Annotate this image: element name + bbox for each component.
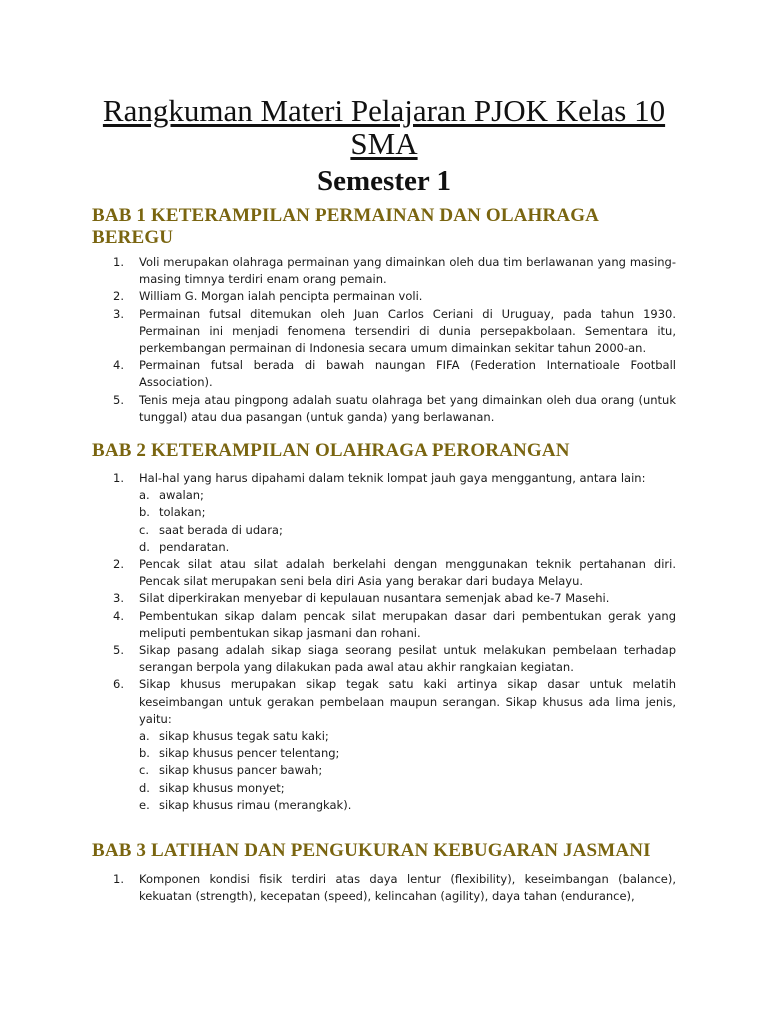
sub-list-item-letter: b.	[139, 746, 150, 761]
list-item	[92, 470, 676, 556]
sub-list-item-text: sikap khusus monyet;	[159, 780, 285, 795]
list-item-text: Permainan futsal berada di bawah naungan FIFA (Federation Internatioale Football Association).	[139, 358, 676, 390]
document-subtitle: Semester 1	[317, 165, 451, 197]
sub-list-item-letter: a.	[139, 488, 150, 503]
list-item	[92, 590, 676, 607]
sub-list-item-letter: b.	[139, 505, 150, 520]
list-item-text: William G. Morgan ialah pencipta permainan voli.	[139, 289, 423, 304]
list-item-number: 4.	[113, 358, 124, 373]
sub-list-item	[139, 504, 676, 521]
list-item-text: Permainan futsal ditemukan oleh Juan Carlos Ceriani di Uruguay, pada tahun 1930. Permainan ini menjadi fenomena tersendiri di dunia persepakbolaan. Sementara itu, perkembangan permainan di Indonesia secara umum dimainkan sekitar tahun 2000-an.	[139, 306, 676, 356]
section-heading-bab-3: BAB 3 LATIHAN DAN PENGUKURAN KEBUGARAN JASMANI	[92, 840, 651, 862]
section-heading-bab-2: BAB 2 KETERAMPILAN OLAHRAGA PERORANGAN	[92, 440, 570, 462]
sub-list-item-text: sikap khusus pencer telentang;	[159, 746, 340, 761]
sub-list-item-text: pendaratan.	[159, 539, 230, 554]
sub-list-item	[139, 745, 676, 762]
list-item	[92, 871, 676, 905]
sub-list-item-letter: d.	[139, 539, 150, 554]
sub-list-item	[139, 487, 676, 504]
sub-list-item	[139, 539, 676, 556]
sub-list-item-text: sikap khusus pancer bawah;	[159, 763, 323, 778]
list-item-number: 4.	[113, 608, 124, 623]
list-item-text: Komponen kondisi fisik terdiri atas daya lentur (flexibility), keseimbangan (balance), kekuatan (strength), kecepatan (speed), kelincahan (agility), daya tahan (endurance),	[139, 872, 676, 904]
sub-list-item-letter: a.	[139, 729, 150, 744]
sub-list	[139, 487, 676, 556]
list-item-number: 3.	[113, 306, 124, 321]
list-item	[92, 254, 676, 288]
sub-list-item	[139, 762, 676, 779]
sub-list-item-text: awalan;	[159, 488, 204, 503]
section-list-bab-1	[92, 254, 676, 426]
sub-list-item-letter: c.	[139, 522, 149, 537]
sub-list-item-text: saat berada di udara;	[159, 522, 283, 537]
list-item-number: 5.	[113, 392, 124, 407]
section-list-bab-3	[92, 871, 676, 905]
list-item	[92, 676, 676, 814]
sub-list-item-text: sikap khusus rimau (merangkak).	[159, 797, 352, 812]
list-item-number: 1.	[113, 872, 124, 887]
list-item-number: 1.	[113, 471, 124, 486]
list-item-text: Sikap khusus merupakan sikap tegak satu kaki artinya sikap dasar untuk melatih keseimbangan untuk gerakan pembelaan maupun serangan. Sikap khusus ada lima jenis, yaitu:	[139, 677, 676, 726]
sub-list-item-text: tolakan;	[159, 505, 206, 520]
list-item-text: Tenis meja atau pingpong adalah suatu olahraga bet yang dimainkan oleh dua orang (untuk tunggal) atau dua pasangan (untuk ganda) yang berlawanan.	[139, 392, 676, 424]
sub-list-item	[139, 797, 676, 814]
list-item-number: 2.	[113, 289, 124, 304]
list-item-number: 2.	[113, 557, 124, 572]
list-item	[92, 608, 676, 642]
list-item-text: Sikap pasang adalah sikap siaga seorang pesilat untuk melakukan pembelaan terhadap serangan berpola yang dilakukan pada awal atau akhir rangkaian kegiatan.	[139, 643, 676, 675]
document-title: Rangkuman Materi Pelajaran PJOK Kelas 10 SMA	[102, 93, 666, 161]
list-item-number: 6.	[113, 677, 124, 692]
sub-list-item-letter: d.	[139, 780, 150, 795]
list-item-text: Pencak silat atau silat adalah berkelahi dengan menggunakan teknik pertahanan diri. Pencak silat merupakan seni bela diri Asia yang berakar dari budaya Melayu.	[139, 557, 676, 589]
sub-list-item	[139, 780, 676, 797]
section-heading-bab-1: BAB 1 KETERAMPILAN PERMAINAN DAN OLAHRAGA BEREGU	[92, 205, 598, 248]
sub-list-item-letter: c.	[139, 763, 149, 778]
list-item	[92, 306, 676, 358]
sub-list-item-letter: e.	[139, 797, 150, 812]
list-item-text: Silat diperkirakan menyebar di kepulauan nusantara semenjak abad ke-7 Masehi.	[139, 591, 610, 606]
list-item-text: Pembentukan sikap dalam pencak silat merupakan dasar dari pembentukan gerak yang meliputi pembentukan sikap jasmani dan rohani.	[139, 608, 676, 640]
sub-list-item	[139, 728, 676, 745]
list-item	[92, 392, 676, 426]
list-item-text: Voli merupakan olahraga permainan yang dimainkan oleh dua tim berlawanan yang masing-masing timnya terdiri enam orang pemain.	[139, 255, 676, 287]
list-item	[92, 357, 676, 391]
list-item-number: 5.	[113, 643, 124, 658]
list-item-number: 3.	[113, 591, 124, 606]
list-item	[92, 642, 676, 676]
sub-list-item	[139, 522, 676, 539]
list-item-text: Hal-hal yang harus dipahami dalam teknik lompat jauh gaya menggantung, antara lain:	[139, 471, 646, 486]
sub-list-item-text: sikap khusus tegak satu kaki;	[159, 729, 329, 744]
list-item	[92, 288, 676, 305]
list-item-number: 1.	[113, 255, 124, 269]
section-list-bab-2	[92, 470, 676, 814]
list-item	[92, 556, 676, 590]
sub-list	[139, 728, 676, 814]
